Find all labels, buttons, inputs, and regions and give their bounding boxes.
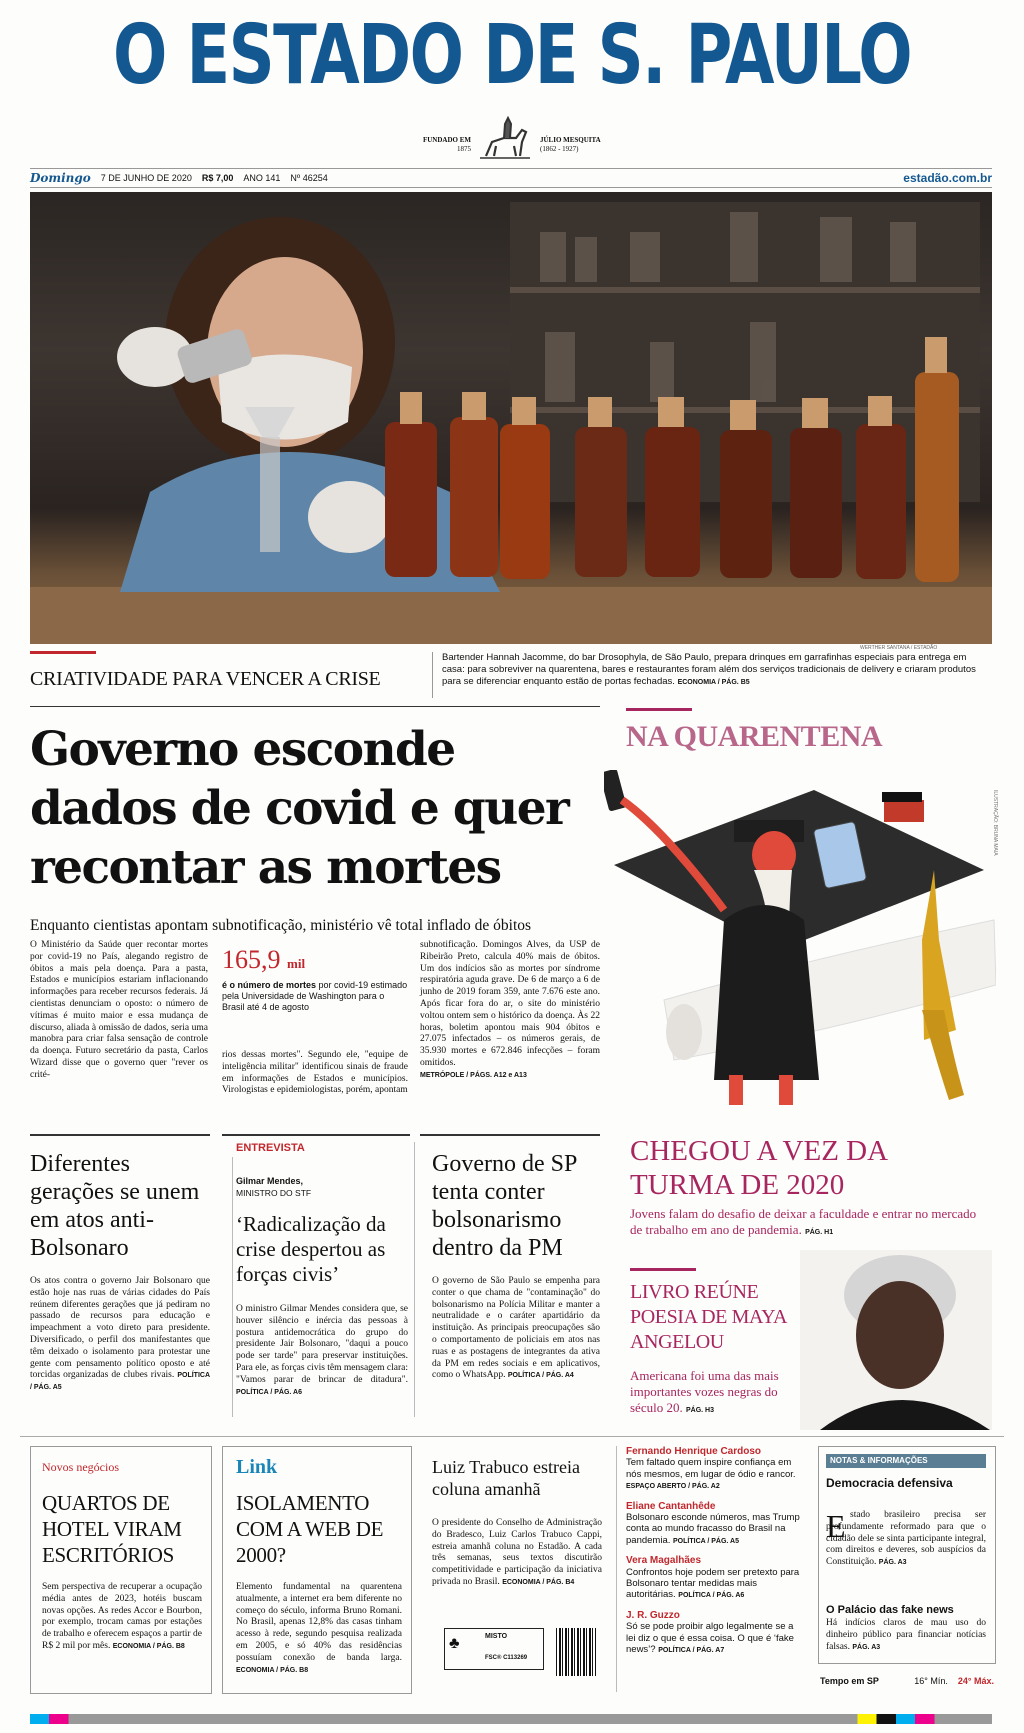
lead-stat-desc-text: por covid-19 estimado pela Universidade de Washington para o Brasil até 4 de agosto [222, 980, 408, 1012]
weather-min: 16° Mín. [914, 1676, 948, 1686]
c3-text-block [626, 1567, 802, 1602]
c2-text-block [626, 1512, 802, 1547]
photo-caption-text: Bartender Hannah Jacomme, do bar Drosophyla, de São Paulo, prepara drinques em garrafinhas especiais para entrega em casa: para sobreviver na quarentena, bares e restaurantes foram além dos serviços tradicionais de delivery e criaram produtos para se diferenciar enquanto estão de portas fechadas. [442, 652, 976, 687]
book-deck-text: Americana foi uma das mais importantes vozes negras do século 20. [630, 1368, 779, 1415]
story1-body-text: Os atos contra o governo Jair Bolsonaro que estão hoje nas ruas de várias cidades do País reúnem diferentes gerações que já pediram no passado de recursos para educação e impeachment a voto direto para presidente. Diversificado, o perfil dos manifestantes que têm deixado o isolamento para protestar une gente com pensamento político oposto e até torcidas organizadas de clubes rivais. [30, 1276, 210, 1381]
c3-ref[interactable]: POLÍTICA / PÁG. A6 [678, 1592, 745, 1600]
side-label: NA QUARENTENA [626, 720, 883, 753]
b2-headline[interactable]: ISOLAMENTO COM A WEB DE 2000? [236, 1491, 384, 1567]
b2-label: Link [236, 1456, 278, 1478]
c4-ref[interactable]: POLÍTICA / PÁG. A7 [658, 1647, 725, 1655]
side-deck-text: Jovens falam do desafio de deixar a faculdade e entrar no mercado de trabalho em ano de pandemia. [630, 1206, 977, 1237]
c1-name[interactable]: Fernando Henrique Cardoso [626, 1446, 762, 1457]
story1-ref[interactable]: POLÍTICA / PÁG. A5 [30, 1372, 211, 1392]
b3-ref[interactable]: ECONOMIA / PÁG. B4 [502, 1578, 575, 1586]
c1-text-block [626, 1457, 802, 1492]
side-credit: ILUSTRAÇÃO: BRUNA MAIA [992, 790, 998, 856]
maya-angelou-photo [800, 1250, 992, 1430]
notes-dropcap: E [826, 1508, 846, 1544]
book-deck [630, 1368, 790, 1419]
lead-rule [30, 706, 600, 707]
b1-ref[interactable]: ECONOMIA / PÁG. B8 [112, 1642, 185, 1650]
notes-b1-ref[interactable]: PÁG. A3 [878, 1559, 907, 1567]
side-deck [630, 1206, 990, 1240]
barcode [556, 1628, 596, 1676]
c4-text-block [626, 1621, 802, 1656]
notes-b1-text: stado brasileiro precisa ser profundamente reformado para que o cidadão dele se sinta participante integral, com direitos e deveres, sob auspícios da Constituição. [826, 1510, 986, 1568]
founded-block [405, 136, 471, 154]
lead-col-3-ref[interactable]: METRÓPOLE / PÁGS. A12 e A13 [420, 1071, 527, 1079]
side-accent [626, 708, 692, 711]
photo-credit: WERTHER SANTANA / ESTADÃO [860, 645, 938, 651]
dateline-number: Nº 46254 [290, 173, 328, 183]
site-link[interactable]: estadão.com.br [903, 171, 992, 185]
b3-body [432, 1518, 602, 1589]
lead-stat-value: 165,9 [222, 945, 281, 974]
c1-ref[interactable]: ESPAÇO ABERTO / PÁG. A2 [626, 1483, 720, 1491]
caption-divider [432, 652, 433, 698]
lead-stat-desc-bold: é o número de mortes [222, 980, 317, 990]
story2-divider-right [414, 1142, 415, 1417]
notes-b2-ref[interactable]: PÁG. A3 [852, 1643, 881, 1651]
lead-stat [222, 946, 408, 978]
c3-text: Confrontos hoje podem ser pretexto para Bolsonaro tentar medidas mais autoritárias. [626, 1566, 800, 1601]
story2-body [236, 1304, 408, 1398]
story2-body-text: O ministro Gilmar Mendes considera que, se houver silêncio e inércia das pessoas à postura antidemocrática do grupo do presidente Jair Bolsonaro, "daqui a pouco pode ser tarde" para preservar instituições. Para ele, as forças civis têm mensagem clara: "Vamos parar de brincar de ditadura". [236, 1304, 408, 1385]
lead-photo [30, 192, 992, 644]
story2-divider-left [232, 1157, 233, 1417]
b3-headline[interactable]: Luiz Trabuco estreia coluna amanhã [432, 1457, 580, 1499]
story2-label: ENTREVISTA [236, 1142, 305, 1154]
book-headline[interactable]: LIVRO REÚNE POESIA DE MAYA ANGELOU [630, 1281, 786, 1353]
fsc-tree-icon: ♣ [449, 1635, 460, 1652]
notes-h2[interactable]: O Palácio das fake news [826, 1604, 954, 1616]
c2-name[interactable]: Eliane Cantanhêde [626, 1500, 716, 1512]
lead-col-1: O Ministério da Saúde quer recontar mortes por covid-19 no País, alegando registro de óbitos a mais pela doença. Para a pasta, Estados e municípios estariam inflacionando informações para receber recursos federais. Já cientistas denunciam o oposto: o número de vítimas é muito maior e essa mudança de discurso, aliada à omissão de dados, seria uma manobra para criar falsa sensação de controle da doença. Futuro secretário da pasta, Carlos Wizard disse que o governo quer "rever os crité- [30, 940, 208, 1080]
story2-ref[interactable]: POLÍTICA / PÁG. A6 [236, 1388, 302, 1396]
story3-ref[interactable]: POLÍTICA / PÁG. A4 [507, 1372, 574, 1380]
c4-text: Só se pode proibir algo legalmente se a lei diz o que é essa coisa. O que é ‘fake news’? [626, 1621, 794, 1656]
story3-body-text: O governo de São Paulo se empenha para conter o que chama de "contaminação" do bolsonarismo na Polícia Militar e manter a neutralidade e o caráter apartidário da instituição. As principais preocupações são o comportamento de policiais em atos nas ruas e as postagens de integrantes da ativa da PM em redes sociais e em aplicativos, como o WhatsApp. [432, 1276, 600, 1381]
notes-b2-text: Há indícios claros de mau uso do dinheiro público para financiar notícias falsas. [826, 1618, 986, 1652]
dateline-day: Domingo [30, 171, 91, 185]
dateline-price: R$ 7,00 [201, 173, 234, 183]
fsc-seal [444, 1628, 544, 1670]
columnists [626, 1446, 802, 1657]
fsc-text: MISTO [485, 1633, 508, 1640]
b1-headline[interactable]: QUARTOS DE HOTEL VIRAM ESCRITÓRIOS [42, 1491, 182, 1567]
b1-body [42, 1582, 202, 1653]
story1-headline[interactable]: Diferentes gerações se unem em atos anti-Bolsonaro [30, 1151, 200, 1261]
lead-col-3 [420, 940, 600, 1082]
notes-b2 [826, 1618, 986, 1653]
fsc-code: FSC® C113269 [485, 1655, 528, 1661]
b1-box [30, 1446, 212, 1694]
photo-caption-ref[interactable]: ECONOMIA / PÁG. B5 [677, 678, 750, 686]
columns-divider [616, 1446, 617, 1692]
story3-body [432, 1276, 600, 1382]
b2-body [236, 1582, 402, 1676]
notes-h1[interactable]: Democracia defensiva [826, 1476, 953, 1490]
story2-headline[interactable]: ‘Radicalização da crise despertou as forças civis’ [236, 1212, 386, 1286]
b2-body-text: Elemento fundamental na quarentena atualmente, a internet era bem diferente no começo do século, informa Bruno Romani. No Brasil, apenas 12,8% das casas tinham acesso à rede, segundo pesquisa realizada em 2005, e só 40% das residências possuíam conexão de banda larga. [236, 1582, 402, 1663]
story1-body [30, 1276, 210, 1394]
b1-label: Novos negócios [42, 1460, 119, 1474]
side-deck-ref[interactable]: PÁG. H1 [805, 1228, 834, 1236]
founder-name: JÚLIO MESQUITA [540, 136, 601, 144]
lead-col-3-text: subnotificação. Domingos Alves, da USP de Ribeirão Preto, calcula 40% mais de óbitos. Um dos indícios são as mortes por síndrome respiratória aguda grave. De 6 de março a 6 de junho de 2019 foram 359, ante 7.676 este ano. Após ficar fora do ar, o site do ministério voltou ontem sem o histórico da doença. Às 22 horas, boletim apontou mais 904 óbitos e 27.075 infectados – os números gerais, de 35.930 mortes e 672.846 infecções – foram omitidos. [420, 940, 600, 1068]
dateline-date: 7 DE JUNHO DE 2020 [100, 173, 192, 183]
lead-subhead: Enquanto cientistas apontam subnotificação, ministério vê total inflado de óbitos [30, 917, 532, 934]
weather [820, 1676, 994, 1686]
kicker-accent [30, 651, 96, 654]
weather-max: 24° Máx. [957, 1676, 994, 1686]
b3-body-text: O presidente do Conselho de Administração do Bradesco, Luiz Carlos Trabuco Cappi, estreia amanhã coluna no Estadão. A cada três semanas, seus textos discutirão competitividade e participação da iniciativa privada no Brasil. [432, 1518, 602, 1587]
founded-year: 1875 [457, 145, 471, 153]
story1-rule [30, 1134, 210, 1136]
story3-rule [420, 1134, 600, 1136]
photo-kicker: CRIATIVIDADE PARA VENCER A CRISE [30, 668, 381, 690]
story3-headline[interactable]: Governo de SP tenta conter bolsonarismo dentro da PM [432, 1151, 577, 1261]
c3-name[interactable]: Vera Magalhães [626, 1555, 702, 1567]
photo-caption [442, 652, 990, 688]
horseman-logo-icon [476, 112, 534, 164]
notes-b1 [826, 1510, 986, 1569]
story2-role: MINISTRO DO STF [236, 1188, 312, 1198]
lead-col-2: rios dessas mortes". Segundo ele, "equipe de inteligência militar" identificou sinais de fraude em informações de Estados e municípios. Virologistas e epidemiologistas, porém, apontam [222, 1050, 408, 1096]
notes-label: NOTAS & INFORMAÇÕES [826, 1454, 986, 1468]
lead-stat-unit: mil [287, 956, 306, 971]
b2-ref[interactable]: ECONOMIA / PÁG. B8 [236, 1666, 309, 1674]
lead-stat-desc [222, 980, 408, 1013]
c4-name[interactable]: J. R. Guzzo [626, 1609, 680, 1621]
c2-ref[interactable]: POLÍTICA / PÁG. A5 [673, 1537, 740, 1545]
book-deck-ref[interactable]: PÁG. H3 [685, 1407, 714, 1414]
lead-stat-box [222, 946, 408, 1013]
b1-body-text: Sem perspectiva de recuperar a ocupação média antes de 2023, hotéis buscam novas opções. As redes Accor e Bourbon, por exemplo, trocam camas por estações de trabalho e oferecem espaços a partir de R$ 2 mil por mês. [42, 1582, 202, 1651]
founder-block [540, 136, 620, 154]
lead-headline[interactable]: Governo esconde dados de covid e quer recontar as mortes [30, 722, 569, 895]
dateline [30, 168, 992, 188]
story2-rule [222, 1134, 410, 1136]
founder-years: (1862 - 1927) [540, 145, 579, 153]
founded-label: FUNDADO EM [422, 136, 471, 144]
graduate-illustration [604, 770, 996, 1120]
weather-label: Tempo em SP [820, 1676, 879, 1686]
masthead-title: O ESTADO DE S. PAULO [112, 8, 912, 103]
story2-person: Gilmar Mendes, [236, 1176, 304, 1186]
side-headline[interactable]: CHEGOU A VEZ DA TURMA DE 2020 [630, 1135, 887, 1201]
c2-text: Bolsonaro esconde números, mas Trump conta ao mundo fracasso do Brasil na pandemia. [626, 1512, 800, 1546]
book-accent [630, 1268, 696, 1271]
c1-text: Tem faltado quem inspire confiança em nós mesmos, em lugar de ódio e rancor. [626, 1457, 796, 1480]
bottom-rule [20, 1436, 1004, 1437]
print-color-strip [30, 1714, 992, 1724]
dateline-year: ANO 141 [243, 173, 281, 183]
